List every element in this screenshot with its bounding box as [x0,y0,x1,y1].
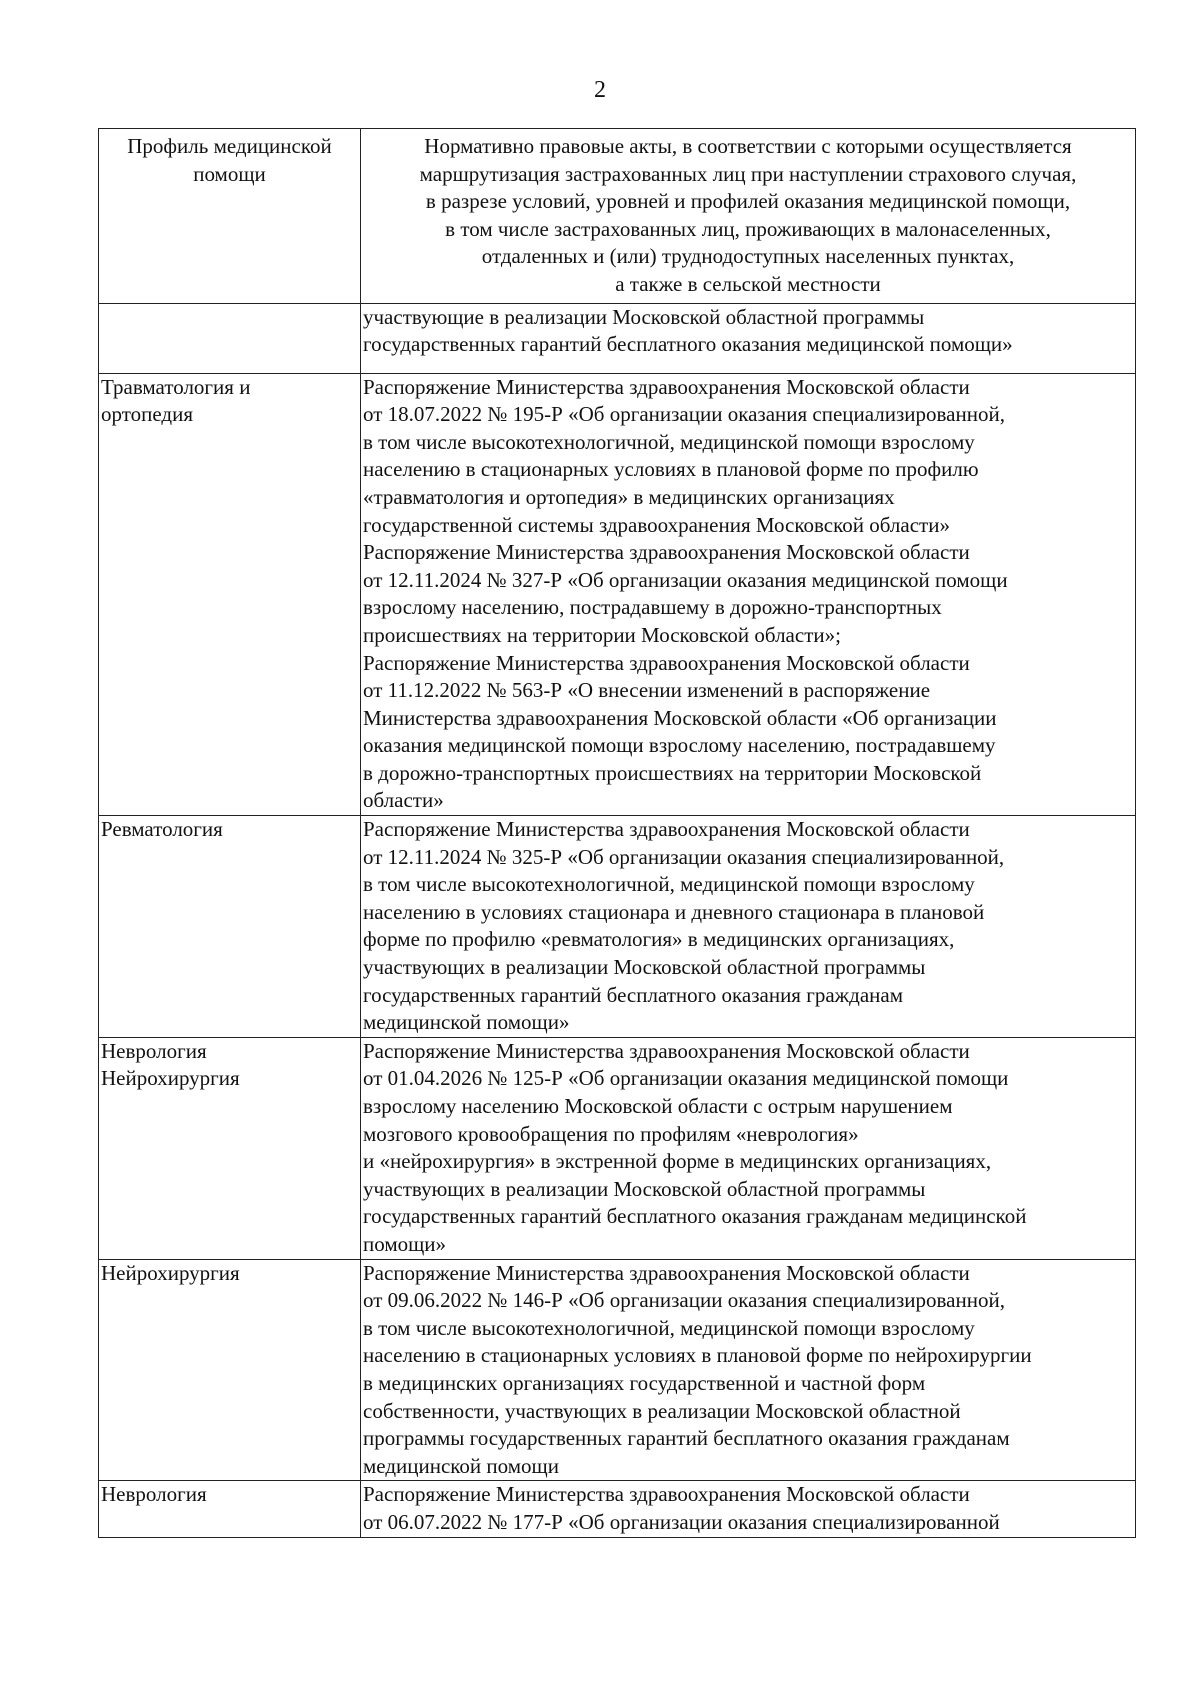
header-profile-line: Профиль медицинской [127,134,332,158]
header-acts-line: Нормативно правовые акты, в соответствии с которыми осуществляется [424,134,1072,158]
header-acts [361,129,1136,304]
acts-line: населению в стационарных условиях в плановой форме по профилю [363,457,979,482]
acts-line: в том числе высокотехнологичной, медицинской помощи взрослому [363,429,975,454]
acts-line: в том числе высокотехнологичной, медицинской помощи взрослому [363,872,975,897]
acts-line: государственных гарантий бесплатного оказания гражданам медицинской [363,1204,1027,1229]
acts-line: Распоряжение Министерства здравоохранения Московской области [363,1482,970,1507]
header-profile [99,129,361,304]
header-acts-line: маршрутизация застрахованных лиц при наступлении страхового случая, [419,161,1077,186]
acts-line: программы государственных гарантий бесплатного оказания гражданам [363,1426,1010,1451]
table-header-row [99,129,1136,304]
acts-line: собственности, участвующих в реализации Московской областной [363,1398,961,1423]
acts-line: форме по профилю «ревматология» в медицинских организациях, [363,927,955,952]
acts-line: в медицинских организациях государственной и частной форм [363,1370,926,1395]
acts-line: взрослому населению, пострадавшему в дорожно-транспортных [363,595,942,620]
acts-line: Распоряжение Министерства здравоохранения Московской области [363,374,970,399]
table-row [99,1037,1136,1259]
page-number: 2 [594,77,606,103]
acts-line: помощи» [363,1231,447,1256]
table-row [99,373,1136,816]
table-row [99,1259,1136,1481]
header-profile-line: помощи [193,161,266,186]
profile-line: Ревматология [101,817,223,842]
acts-line: населению в стационарных условиях в плановой форме по нейрохирургии [363,1343,1032,1368]
header-acts-line: в разрезе условий, уровней и профилей оказания медицинской помощи, [425,189,1071,214]
header-acts-line: отдаленных и (или) труднодоступных населенных пунктах, [481,244,1015,269]
acts-line: Министерства здравоохранения Московской области «Об организации [363,705,997,730]
acts-cell [361,1037,1136,1259]
acts-line: Распоряжение Министерства здравоохранения Московской области [363,1260,970,1285]
acts-line: Распоряжение Министерства здравоохранения Московской области [363,817,970,842]
acts-line: от 12.11.2024 № 327-Р «Об организации оказания медицинской помощи [363,567,1008,592]
profile-line: Травматология и [101,374,251,399]
acts-line: оказания медицинской помощи взрослому населению, пострадавшему [363,733,996,758]
acts-line: от 01.04.2026 № 125-Р «Об организации оказания медицинской помощи [363,1066,1009,1091]
profile-cell [99,1259,361,1481]
acts-line: в том числе высокотехнологичной, медицинской помощи взрослому [363,1315,975,1340]
acts-line: государственных гарантий бесплатного оказания медицинской помощи» [363,332,1013,357]
acts-line: государственных гарантий бесплатного оказания гражданам [363,982,904,1007]
profile-line: ортопедия [101,402,193,427]
acts-line: в дорожно-транспортных происшествиях на территории Московской [363,760,982,785]
acts-line: от 12.11.2024 № 325-Р «Об организации оказания специализированной, [363,844,1005,869]
acts-line: происшествиях на территории Московской области»; [363,622,841,647]
profile-line: Неврология [101,1038,207,1063]
table-row [99,1481,1136,1537]
acts-line: от 11.12.2022 № 563-Р «О внесении изменений в распоряжение [363,678,931,703]
profile-cell [99,1037,361,1259]
acts-line: государственной системы здравоохранения Московской области» [363,512,950,537]
acts-cell [361,373,1136,816]
acts-line: «травматология и ортопедия» в медицинских организациях [363,484,895,509]
header-acts-line: в том числе застрахованных лиц, проживающих в малонаселенных, [445,216,1051,241]
acts-line: участвующие в реализации Московской областной программы [363,304,925,329]
profile-line: Неврология [101,1482,207,1507]
acts-line: и «нейрохирургия» в экстренной форме в медицинских организациях, [363,1149,992,1174]
table-row [99,303,1136,373]
acts-line: мозгового кровообращения по профилям «неврология» [363,1121,859,1146]
profile-cell [99,373,361,816]
profile-line: Нейрохирургия [101,1260,240,1285]
acts-line: медицинской помощи [363,1453,559,1478]
acts-line: участвующих в реализации Московской областной программы [363,955,926,980]
acts-line: Распоряжение Министерства здравоохранения Московской области [363,540,970,565]
acts-line: от 06.07.2022 № 177-Р «Об организации оказания специализированной [363,1509,1000,1534]
profile-cell [99,816,361,1038]
acts-cell [361,303,1136,373]
header-acts-line: а также в сельской местности [615,271,881,296]
acts-line: Распоряжение Министерства здравоохранения Московской области [363,1038,970,1063]
acts-line: взрослому населению Московской области с острым нарушением [363,1094,953,1118]
acts-line: от 09.06.2022 № 146-Р «Об организации оказания специализированной, [363,1288,1005,1313]
acts-line: медицинской помощи» [363,1010,570,1035]
acts-line: Распоряжение Министерства здравоохранения Московской области [363,650,970,675]
acts-line: населению в условиях стационара и дневного стационара в плановой [363,899,985,924]
acts-line: участвующих в реализации Московской областной программы [363,1176,926,1201]
profile-line: Нейрохирургия [101,1066,240,1091]
profile-cell [99,1481,361,1537]
table-row [99,816,1136,1038]
profile-cell [99,303,361,373]
acts-line: области» [363,788,444,813]
routing-acts-table [98,128,1136,1538]
acts-cell [361,1481,1136,1537]
acts-line: от 18.07.2022 № 195-Р «Об организации оказания специализированной, [363,402,1005,427]
acts-cell [361,1259,1136,1481]
acts-cell [361,816,1136,1038]
